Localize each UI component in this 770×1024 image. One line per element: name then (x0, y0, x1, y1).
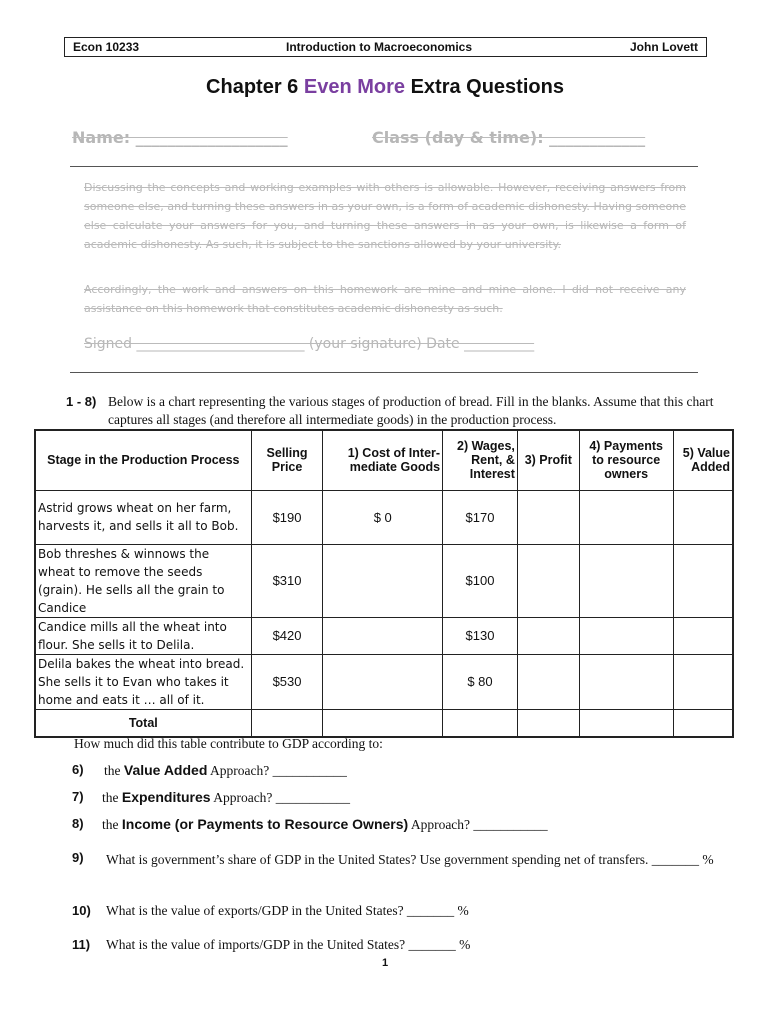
payments-cell[interactable] (579, 490, 673, 544)
total-cost-cell[interactable] (323, 709, 443, 737)
question-number: 10) (72, 903, 91, 918)
answer-blank[interactable]: Approach? ___________ (207, 763, 347, 778)
question-text: the (102, 790, 122, 805)
title-suffix: Extra Questions (405, 76, 564, 98)
cost-cell[interactable] (323, 544, 443, 617)
value-added-cell[interactable] (673, 544, 733, 617)
question-number: 9) (72, 850, 84, 865)
stage-cell: Candice mills all the wheat into flour. She sells it to Delila. (35, 617, 251, 654)
title-prefix: Chapter 6 (206, 76, 304, 98)
answer-blank[interactable]: Approach? ___________ (210, 790, 351, 805)
cost-cell[interactable]: $ 0 (323, 490, 443, 544)
question-number: 7) (72, 789, 84, 804)
value-added-cell[interactable] (673, 617, 733, 654)
integrity-paragraph: Discussing the concepts and working examples with others is allowable. However, receiving answers from someone else, and turning these answers in as your own, is a form of academic dishonesty. Having someone else calculate your answers for you, and turning these answers in as your own, is likewise a form of academic dishonesty. As such, it is subject to the sanctions allowed by your university. (84, 181, 686, 251)
question-emphasis: Expenditures (121, 789, 211, 805)
class-field[interactable]: Class (day & time): ____________ (372, 128, 646, 147)
profit-cell[interactable] (517, 617, 579, 654)
table-row (35, 654, 733, 709)
total-wages-cell[interactable] (443, 709, 518, 737)
stage-cell: Astrid grows wheat on her farm, harvests it, and sells it all to Bob. (35, 490, 251, 544)
question-11[interactable]: What is the value of imports/GDP in the United States? _______ % (106, 937, 471, 952)
gdp-intro: How much did this table contribute to GDP according to: (74, 736, 383, 751)
stage-cell: Bob threshes & winnows the wheat to remove the seeds (grain). He sells all the grain to Candice (35, 544, 251, 617)
wages-cell: $100 (443, 544, 518, 617)
header-profit: 3) Profit (517, 430, 579, 490)
question-number: 11) (72, 937, 91, 952)
divider (70, 166, 698, 167)
header-cost: 1) Cost of Inter- mediate Goods (323, 430, 443, 490)
question-number: 8) (72, 816, 84, 831)
wages-cell: $170 (443, 490, 518, 544)
question-text: the (102, 817, 122, 832)
profit-cell[interactable] (517, 544, 579, 617)
payments-cell[interactable] (579, 617, 673, 654)
price-cell: $530 (251, 654, 323, 709)
question-7 (102, 789, 350, 806)
cost-cell[interactable] (323, 654, 443, 709)
integrity-statement: Accordingly, the work and answers on this homework are mine and mine alone. I did not receive any assistance on this homework that constitutes academic dishonesty as such. (84, 283, 686, 315)
header-value-added: 5) Value Added (673, 430, 733, 490)
answer-blank[interactable]: Approach? ___________ (408, 817, 548, 832)
value-added-cell[interactable] (673, 490, 733, 544)
wages-cell: $130 (443, 617, 518, 654)
total-row (35, 709, 733, 737)
title-highlight: Even More (303, 76, 406, 98)
production-table (34, 429, 734, 738)
price-cell: $420 (251, 617, 323, 654)
author-name: John Lovett (630, 40, 698, 54)
header-selling-price: Selling Price (251, 430, 323, 490)
document-header (64, 37, 707, 57)
question-number: 6) (72, 762, 84, 777)
profit-cell[interactable] (517, 490, 579, 544)
header-stage: Stage in the Production Process (35, 430, 251, 490)
price-cell: $310 (251, 544, 323, 617)
question-9[interactable]: What is government’s share of GDP in the United States? Use government spending net of transfers. _______ % (106, 852, 714, 867)
table-row (35, 490, 733, 544)
total-label: Total (35, 709, 251, 737)
header-wages: 2) Wages, Rent, & Interest (443, 430, 518, 490)
question-8 (102, 816, 548, 833)
payments-cell[interactable] (579, 544, 673, 617)
total-payments-cell[interactable] (579, 709, 673, 737)
course-title: Introduction to Macroeconomics (286, 40, 473, 54)
question-text: the (104, 763, 124, 778)
total-value-added-cell[interactable] (673, 709, 733, 737)
table-row (35, 544, 733, 617)
table-header-row (35, 430, 733, 490)
question-6 (104, 762, 347, 779)
payments-cell[interactable] (579, 654, 673, 709)
question-10[interactable]: What is the value of exports/GDP in the United States? _______ % (106, 903, 469, 918)
total-profit-cell[interactable] (517, 709, 579, 737)
question-text: Below is a chart representing the various stages of production of bread. Fill in the blanks. Assume that this chart captures all stages (and therefore all intermediate goods) in the production process. (108, 394, 714, 427)
cost-cell[interactable] (323, 617, 443, 654)
signature-line[interactable]: Signed ________________________ (your signature) Date __________ (84, 336, 535, 352)
price-cell: $190 (251, 490, 323, 544)
course-code: Econ 10233 (73, 40, 140, 54)
stage-cell: Delila bakes the wheat into bread. She sells it to Evan who takes it home and eats it … all of it. (35, 654, 251, 709)
page-title (0, 76, 770, 99)
name-field[interactable]: Name: ___________________ (72, 128, 288, 147)
page-number: 1 (381, 957, 389, 969)
header-payments: 4) Payments to resource owners (579, 430, 673, 490)
question-emphasis: Income (or Payments to Resource Owners) (121, 816, 409, 832)
profit-cell[interactable] (517, 654, 579, 709)
question-number: 1 - 8) (66, 394, 97, 409)
wages-cell: $ 80 (443, 654, 518, 709)
value-added-cell[interactable] (673, 654, 733, 709)
question-emphasis: Value Added (123, 762, 208, 778)
divider (70, 372, 698, 373)
table-row (35, 617, 733, 654)
total-price-cell[interactable] (251, 709, 323, 737)
